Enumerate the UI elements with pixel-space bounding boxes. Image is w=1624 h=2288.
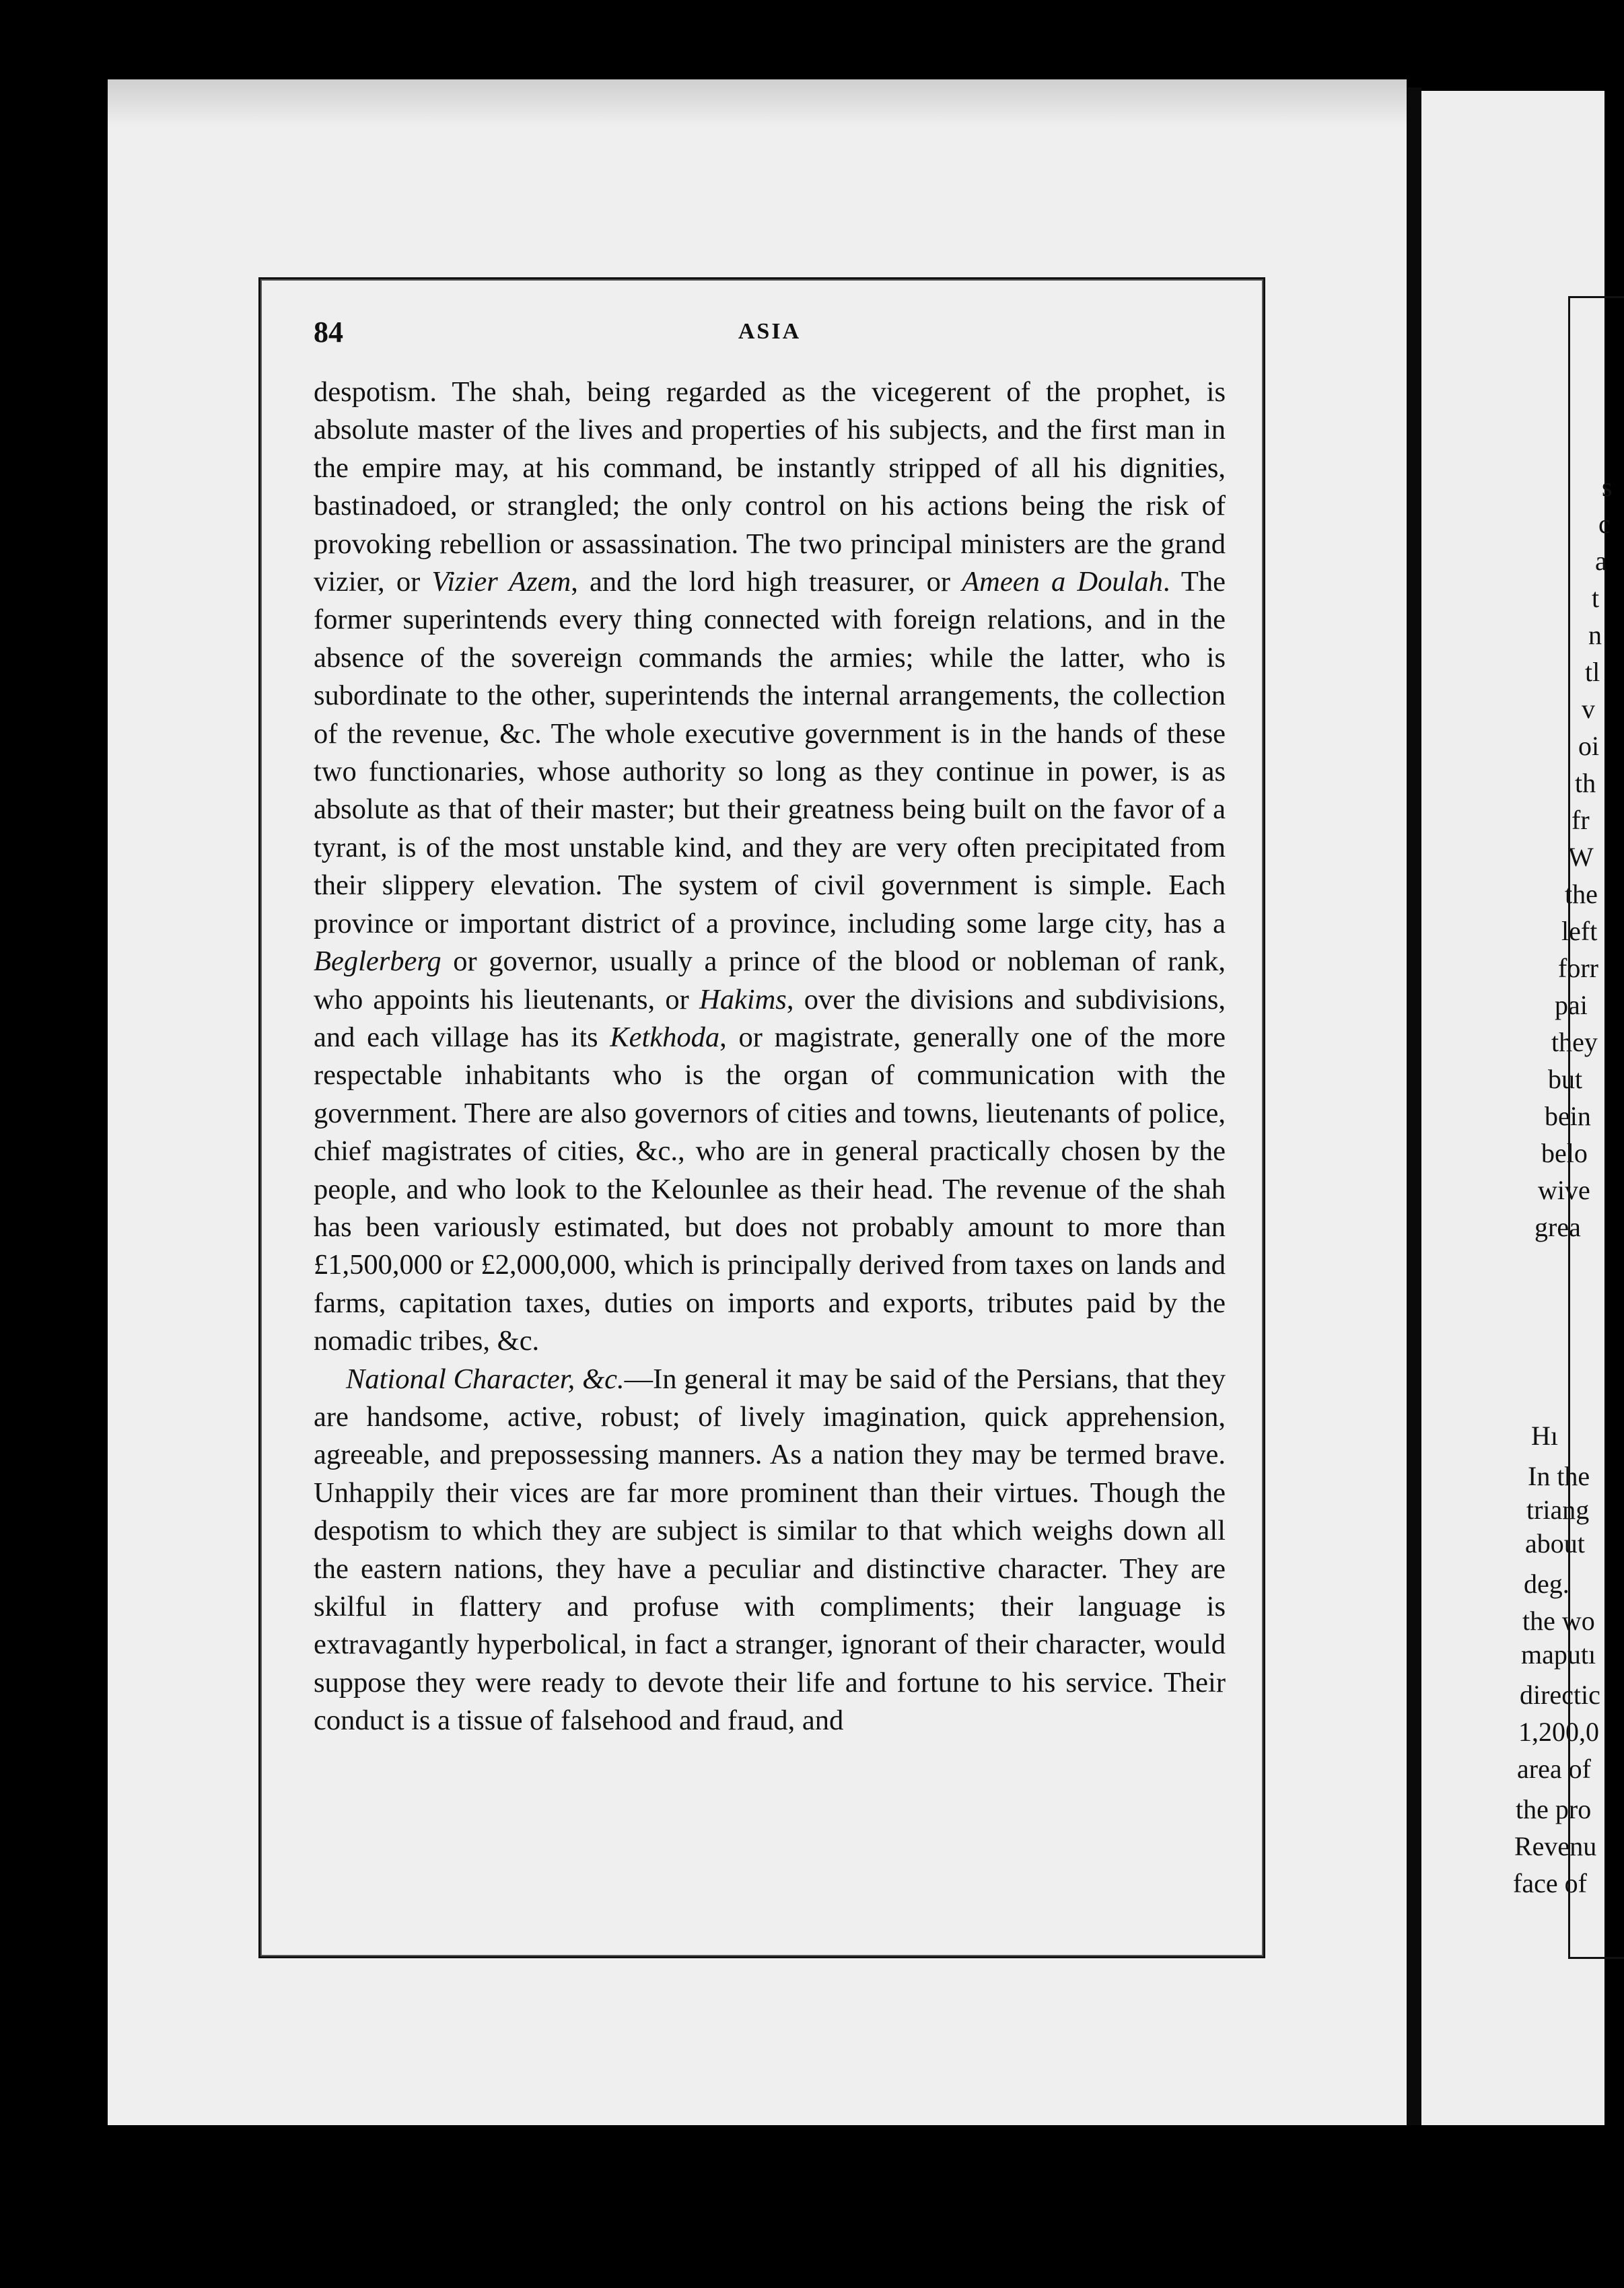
right-page-fragment: left [1561, 916, 1598, 946]
right-page-fragment: a [1595, 546, 1607, 576]
right-page-fragment: triang [1526, 1495, 1590, 1525]
right-page-fragment: the wo [1522, 1606, 1595, 1636]
page-number: 84 [314, 316, 343, 349]
right-page-fragment: Hı [1531, 1421, 1558, 1451]
right-page-fragment: tl [1585, 657, 1600, 687]
right-page-fragment: they [1551, 1027, 1598, 1057]
italic-term: Hakims [699, 983, 787, 1015]
right-page-fragment: the [1565, 879, 1598, 909]
right-page-fragment: th [1575, 768, 1596, 798]
italic-term: Ameen a Doulah [962, 566, 1163, 598]
italic-term: Beglerberg [314, 945, 442, 978]
right-page-fragment: area of [1517, 1754, 1591, 1784]
scan-border-bottom [0, 2125, 1604, 2288]
text-run: —In general it may be said of the Persians, that they are handsome, active, robust; of lively imagination, quick apprehension, agreeable, and prepossessing manners. As a nation they may be termed brave. Unhappily their vices are far more prominent than their virtues. Though the despotism to which they are subject is similar to that which weighs down all the eastern nations, they have a peculiar and distinctive character. They are skilful in flattery and profuse with compliments; their language is extravagantly hyperbolical, in fact a stranger, ignorant of their character, would suppose they were ready to devote their life and fortune to his service. Their conduct is a tissue of falsehood and fraud, and [314, 1363, 1226, 1737]
running-head [314, 315, 1226, 349]
right-page-fragment: n [1588, 620, 1602, 650]
text-run: . The former superintends every thing connected with foreign relations, and in the absence of the sovereign commands the armies; while the latter, who is subordinate to the other, superintends the internal arrangements, the collection of the revenue, &c. The whole executive government is in the hands of these two functionaries, whose authority so long as they continue in power, is as absolute as that of their master; but their greatness being built on the favor of a tyrant, is of the most unstable kind, and they are very often precipitated from their slippery elevation. The system of civil government is simple. Each province or important district of a province, including some large city, has a [314, 566, 1226, 939]
right-page-fragment: about [1525, 1528, 1585, 1559]
italic-term: Vizier Azem [431, 566, 571, 598]
right-page-fragment: t [1592, 583, 1600, 613]
text-run: or governor, usually a prince of the blood or nobleman of rank, who appoints his lieutenants, or [314, 945, 1226, 1015]
book-gutter [1407, 87, 1421, 2126]
right-page-fragment: grea [1534, 1212, 1581, 1242]
text-run: , or magistrate, generally one of the more respectable inhabitants who is the organ of communication with the government. There are also governors of cities and towns, lieutenants of police, chief magistrates of cities, &c., who are in general practically chosen by the people, and who look to the Kelounlee as their head. The revenue of the shah has been variously estimated, but does not probably amount to more than £1,500,000 or £2,000,000, which is principally derived from taxes on lands and farms, capitation taxes, duties on imports and exports, tributes paid by the nomadic tribes, &c. [314, 1021, 1226, 1357]
text-run: , over the divisions and subdivisions, and each village has its [314, 983, 1226, 1053]
right-page-fragment: 1,200,0 [1518, 1717, 1599, 1747]
right-page-fragment: face of [1513, 1868, 1587, 1898]
right-page-fragment: the pro [1516, 1794, 1592, 1824]
right-page-fragment: pai [1555, 990, 1588, 1020]
paragraph-government [314, 373, 1226, 1361]
right-page-fragment: v [1582, 694, 1595, 724]
right-page-fragment: oi [1578, 731, 1600, 761]
right-page-fragment: forr [1558, 953, 1598, 983]
right-page-fragment: In the [1528, 1461, 1590, 1491]
right-page-fragment: Revenu [1514, 1831, 1597, 1861]
text-run: despotism. The shah, being regarded as the vicegerent of the prophet, is absolute master of the lives and properties of his subjects, and the first man in the empire may, at his command, be instantly stripped of all his dignities, bastinadoed, or strangled; the only control on his actions being the risk of provoking rebellion or assassination. The two principal ministers are the grand vizier, or [314, 376, 1226, 598]
right-page-fragment: c [1598, 509, 1611, 539]
right-page-fragment: s [1602, 472, 1613, 502]
right-page-fragment: deg. [1524, 1569, 1569, 1599]
right-page-fragment: but [1548, 1064, 1583, 1094]
text-run: , and the lord high treasurer, or [571, 566, 962, 598]
right-page-fragment: maputı [1521, 1639, 1596, 1670]
right-page-fragment: directic [1520, 1680, 1600, 1710]
right-page-fragment: wive [1538, 1175, 1590, 1205]
italic-term: Ketkhoda [610, 1021, 720, 1053]
right-page-fragment: fr [1572, 805, 1590, 835]
paragraph-national-character [314, 1361, 1226, 1740]
right-page-fragment: belo [1541, 1138, 1588, 1168]
right-page-fragment: bein [1545, 1101, 1591, 1131]
page-top-shadow [108, 79, 1407, 127]
page-header-title: ASIA [738, 319, 802, 344]
right-page-fragment: W [1568, 842, 1594, 872]
body-text [314, 373, 1226, 1740]
section-heading-italic: National Character, &c. [346, 1363, 625, 1395]
